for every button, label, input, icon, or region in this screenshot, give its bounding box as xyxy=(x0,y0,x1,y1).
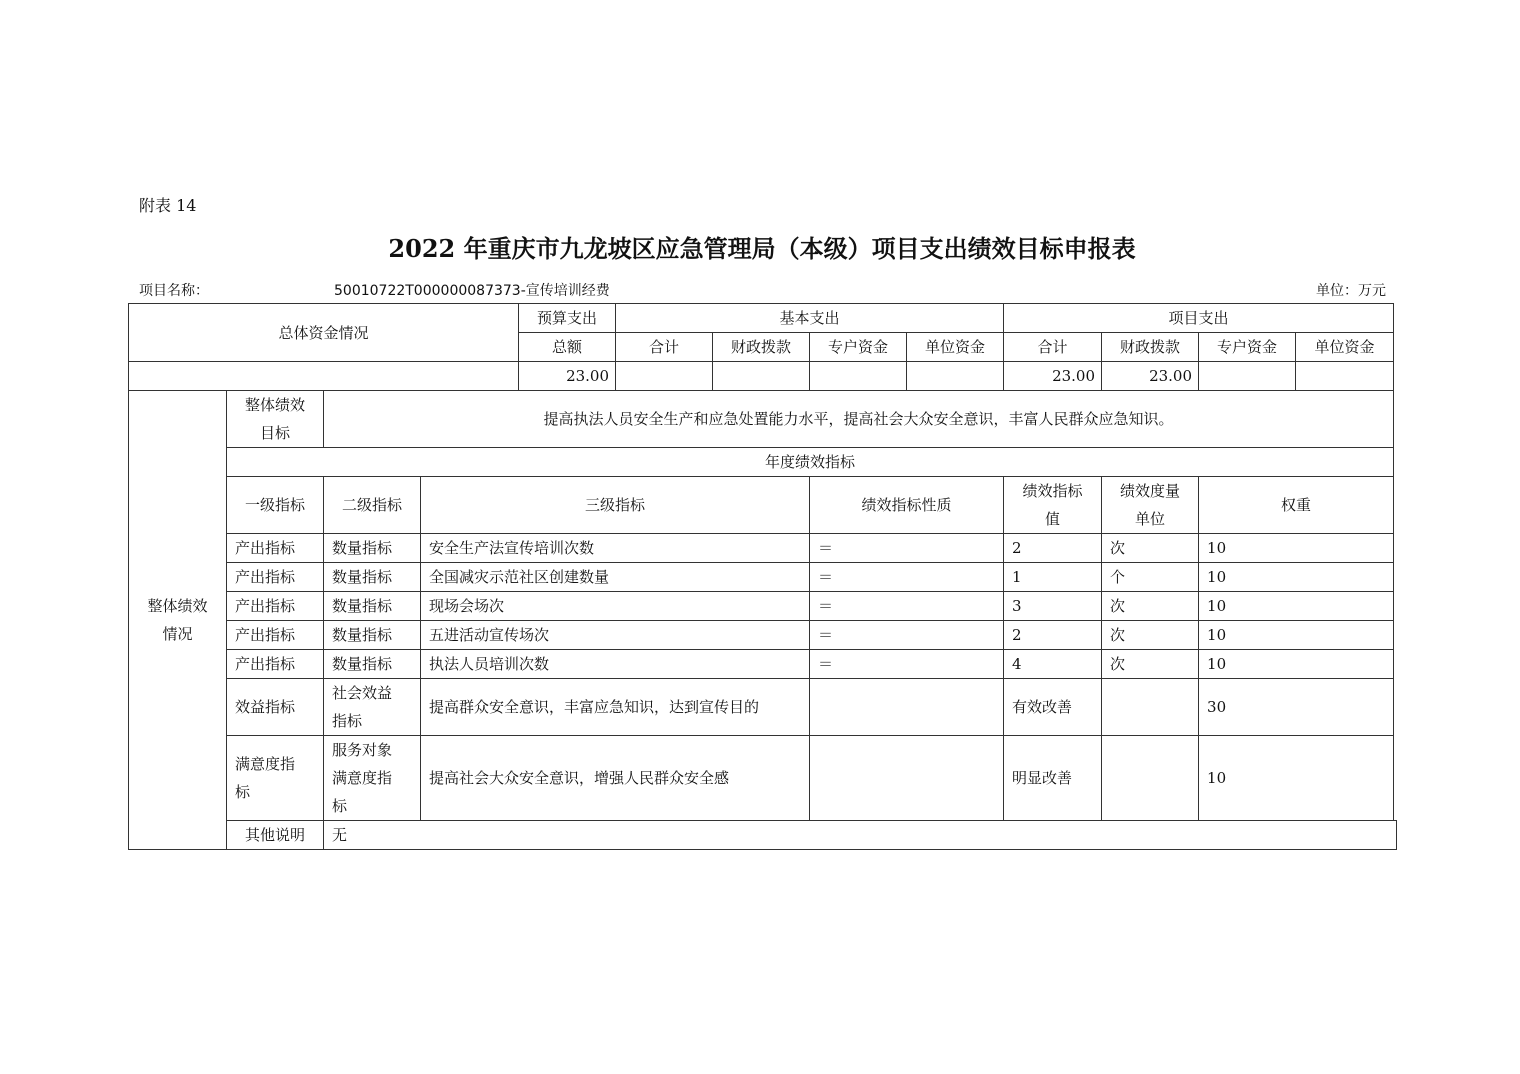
benefit-level1: 效益指标 xyxy=(227,679,324,736)
basic-fiscal-value xyxy=(713,362,810,391)
benefit-unit xyxy=(1102,679,1199,736)
row-nature: ＝ xyxy=(810,650,1004,679)
satisfaction-value: 明显改善 xyxy=(1004,736,1102,821)
row-level1: 产出指标 xyxy=(227,650,324,679)
header-weight: 权重 xyxy=(1199,477,1394,534)
row-value: 2 xyxy=(1004,534,1102,563)
row-unit: 次 xyxy=(1102,592,1199,621)
row-level1: 产出指标 xyxy=(227,563,324,592)
table-row xyxy=(129,650,1397,679)
basic-special-value xyxy=(810,362,907,391)
row-level2: 数量指标 xyxy=(324,534,421,563)
benefit-level3: 提高群众安全意识，丰富应急知识，达到宣传目的 xyxy=(421,679,810,736)
header-nature: 绩效指标性质 xyxy=(810,477,1004,534)
benefit-weight: 30 xyxy=(1199,679,1394,736)
row-level3: 安全生产法宣传培训次数 xyxy=(421,534,810,563)
row-level1: 产出指标 xyxy=(227,592,324,621)
budget-total-value: 23.00 xyxy=(519,362,616,391)
header-level1: 一级指标 xyxy=(227,477,324,534)
funding-section-label: 总体资金情况 xyxy=(129,304,519,362)
satisfaction-level3: 提高社会大众安全意识，增强人民群众安全感 xyxy=(421,736,810,821)
row-value: 3 xyxy=(1004,592,1102,621)
row-level3: 全国减灾示范社区创建数量 xyxy=(421,563,810,592)
performance-section-label-1: 整体绩效 xyxy=(147,597,208,615)
project-expense-header: 项目支出 xyxy=(1004,304,1394,333)
basic-col-unit: 单位资金 xyxy=(907,333,1004,362)
header-value-1: 绩效指标 xyxy=(1022,482,1083,500)
row-level3: 执法人员培训次数 xyxy=(421,650,810,679)
funding-blank xyxy=(129,362,519,391)
header-unit xyxy=(1102,477,1199,534)
project-unit-value xyxy=(1296,362,1394,391)
benefit-level2-1: 社会效益 xyxy=(332,684,393,702)
row-unit: 次 xyxy=(1102,650,1199,679)
project-col-total: 合计 xyxy=(1004,333,1102,362)
basic-expense-header: 基本支出 xyxy=(616,304,1004,333)
basic-col-special: 专户资金 xyxy=(810,333,907,362)
other-notes-row xyxy=(129,821,1397,850)
row-nature: ＝ xyxy=(810,592,1004,621)
table-row xyxy=(129,563,1397,592)
satisfaction-row xyxy=(129,736,1397,821)
benefit-nature xyxy=(810,679,1004,736)
benefit-level2-2: 指标 xyxy=(332,712,363,730)
project-special-value xyxy=(1199,362,1296,391)
other-notes-value: 无 xyxy=(324,821,1397,850)
row-level1: 产出指标 xyxy=(227,621,324,650)
satisfaction-level1-1: 满意度指 xyxy=(235,755,296,773)
project-col-unit: 单位资金 xyxy=(1296,333,1394,362)
funding-header-row-1 xyxy=(129,304,1397,333)
annex-number: 附表 14 xyxy=(139,196,197,215)
satisfaction-level2-3: 标 xyxy=(332,797,348,815)
satisfaction-level2 xyxy=(324,736,421,821)
header-value-2: 值 xyxy=(1045,510,1061,528)
satisfaction-unit xyxy=(1102,736,1199,821)
project-name-label: 项目名称： xyxy=(139,283,209,299)
benefit-row xyxy=(129,679,1397,736)
basic-unit-value xyxy=(907,362,1004,391)
funding-values-row xyxy=(129,362,1397,391)
project-col-fiscal: 财政拨款 xyxy=(1102,333,1199,362)
header-level2: 二级指标 xyxy=(324,477,421,534)
performance-table xyxy=(128,303,1397,850)
budget-total-header-2: 总额 xyxy=(519,333,616,362)
row-level2: 数量指标 xyxy=(324,650,421,679)
performance-section-label-2: 情况 xyxy=(162,625,193,643)
row-level3: 现场会场次 xyxy=(421,592,810,621)
goal-label-2: 目标 xyxy=(259,424,290,442)
row-level2: 数量指标 xyxy=(324,621,421,650)
row-nature: ＝ xyxy=(810,621,1004,650)
page-title: 2022 年重庆市九龙坡区应急管理局（本级）项目支出绩效目标申报表 xyxy=(388,234,1136,263)
project-total-value: 23.00 xyxy=(1004,362,1102,391)
goal-label-1: 整体绩效 xyxy=(244,396,305,414)
satisfaction-nature xyxy=(810,736,1004,821)
row-value: 1 xyxy=(1004,563,1102,592)
goal-text: 提高执法人员安全生产和应急处置能力水平，提高社会大众安全意识，丰富人民群众应急知识。 xyxy=(324,391,1394,448)
goal-label xyxy=(227,391,324,448)
satisfaction-weight: 10 xyxy=(1199,736,1394,821)
header-unit-1: 绩效度量 xyxy=(1120,482,1181,500)
row-level2: 数量指标 xyxy=(324,563,421,592)
row-value: 2 xyxy=(1004,621,1102,650)
satisfaction-level2-2: 满意度指 xyxy=(332,769,393,787)
indicator-header-row xyxy=(129,477,1397,534)
goal-row xyxy=(129,391,1397,448)
basic-col-fiscal: 财政拨款 xyxy=(713,333,810,362)
basic-col-total: 合计 xyxy=(616,333,713,362)
satisfaction-level2-1: 服务对象 xyxy=(332,741,393,759)
annual-indicator-label: 年度绩效指标 xyxy=(227,448,1394,477)
table-row xyxy=(129,592,1397,621)
row-weight: 10 xyxy=(1199,592,1394,621)
row-nature: ＝ xyxy=(810,534,1004,563)
basic-total-value xyxy=(616,362,713,391)
other-notes-label: 其他说明 xyxy=(227,821,324,850)
row-unit: 个 xyxy=(1102,563,1199,592)
header-level3: 三级指标 xyxy=(421,477,810,534)
row-value: 4 xyxy=(1004,650,1102,679)
performance-section-label xyxy=(129,391,227,850)
project-fiscal-value: 23.00 xyxy=(1102,362,1199,391)
row-weight: 10 xyxy=(1199,563,1394,592)
header-value xyxy=(1004,477,1102,534)
row-weight: 10 xyxy=(1199,534,1394,563)
project-col-special: 专户资金 xyxy=(1199,333,1296,362)
row-level1: 产出指标 xyxy=(227,534,324,563)
budget-total-header-1: 预算支出 xyxy=(519,304,616,333)
row-level3: 五进活动宣传场次 xyxy=(421,621,810,650)
header-unit-2: 单位 xyxy=(1135,510,1166,528)
benefit-level2 xyxy=(324,679,421,736)
row-nature: ＝ xyxy=(810,563,1004,592)
row-weight: 10 xyxy=(1199,650,1394,679)
unit-label: 单位：万元 xyxy=(1316,283,1386,299)
row-level2: 数量指标 xyxy=(324,592,421,621)
table-row xyxy=(129,534,1397,563)
row-unit: 次 xyxy=(1102,621,1199,650)
table-row xyxy=(129,621,1397,650)
row-unit: 次 xyxy=(1102,534,1199,563)
satisfaction-level1-2: 标 xyxy=(235,783,251,801)
annual-label-row xyxy=(129,448,1397,477)
satisfaction-level1 xyxy=(227,736,324,821)
project-name-value: 50010722T000000087373-宣传培训经费 xyxy=(334,283,610,299)
row-weight: 10 xyxy=(1199,621,1394,650)
benefit-value: 有效改善 xyxy=(1004,679,1102,736)
